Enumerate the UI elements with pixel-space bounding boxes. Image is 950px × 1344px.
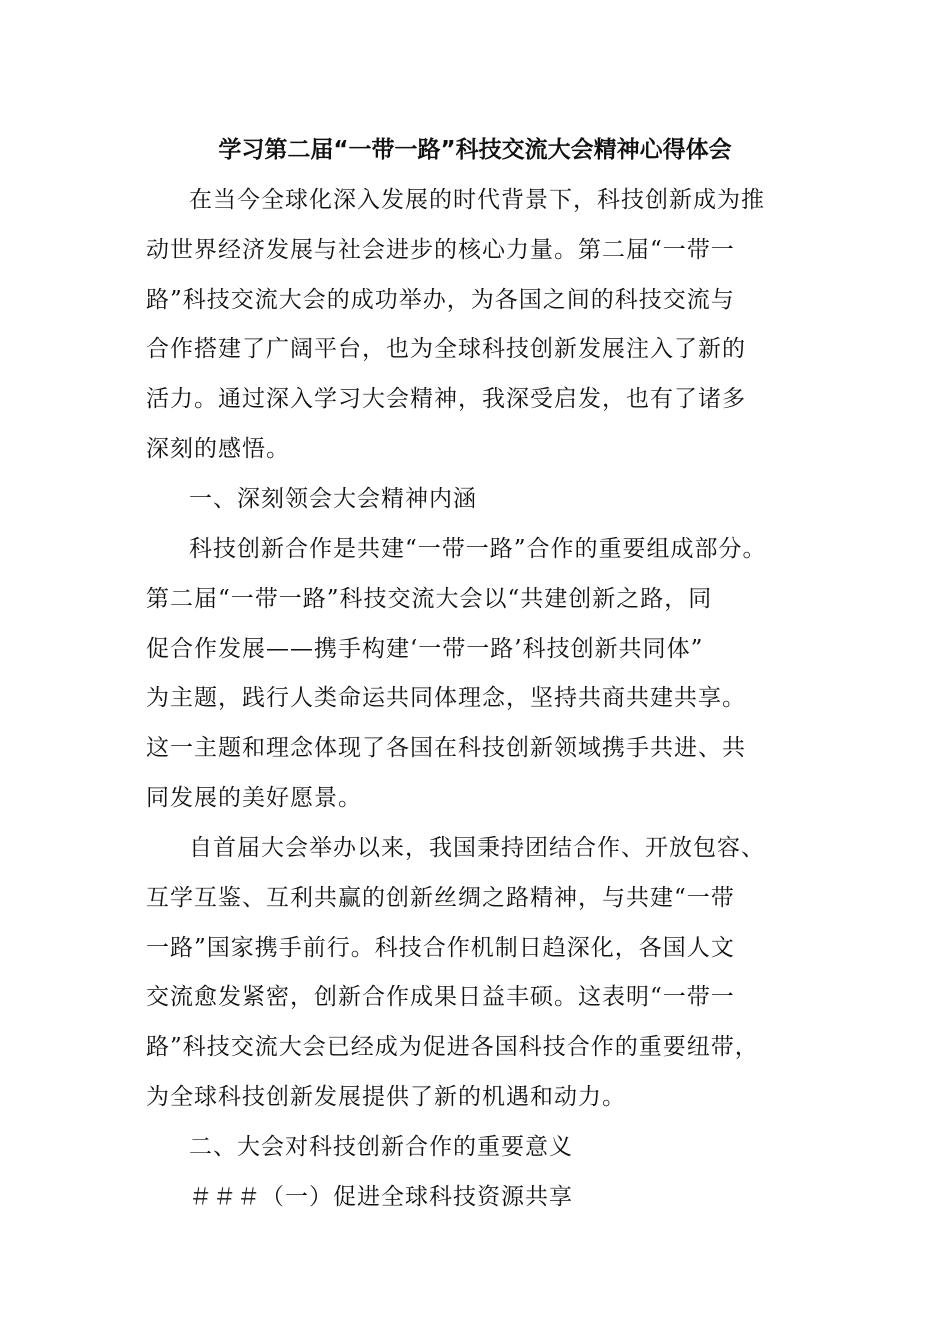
paragraph-1-line-5: 活力。通过深入学习大会精神，我深受启发，也有了诸多 <box>146 386 746 412</box>
section-heading-2: 二、大会对科技创新合作的重要意义 <box>189 1134 573 1160</box>
paragraph-3-line-1: 自首届大会举办以来，我国秉持团结合作、开放包容、 <box>189 835 765 861</box>
paragraph-3-line-4: 交流愈发紧密，创新合作成果日益丰硕。这表明“一带一 <box>146 984 735 1010</box>
paragraph-2-line-4: 为主题，践行人类命运共同体理念，坚持共商共建共享。 <box>146 685 746 711</box>
paragraph-1-line-6: 深刻的感悟。 <box>146 436 290 462</box>
paragraph-2-line-1: 科技创新合作是共建“一带一路”合作的重要组成部分。 <box>189 536 767 562</box>
paragraph-3-line-6: 为全球科技创新发展提供了新的机遇和动力。 <box>146 1084 626 1110</box>
paragraph-1-line-2: 动世界经济发展与社会进步的核心力量。第二届“一带一 <box>146 237 735 263</box>
paragraph-2-line-6: 同发展的美好愿景。 <box>146 785 362 811</box>
paragraph-3-line-3: 一路”国家携手前行。科技合作机制日趋深化，各国人文 <box>146 935 735 961</box>
subsection-heading-1: ＃＃＃（一）促进全球科技资源共享 <box>189 1184 573 1210</box>
section-heading-1: 一、深刻领会大会精神内涵 <box>189 486 477 512</box>
paragraph-3-line-5: 路”科技交流大会已经成为促进各国科技合作的重要纽带， <box>146 1034 759 1060</box>
paragraph-3-line-2: 互学互鉴、互利共赢的创新丝绸之路精神，与共建“一带 <box>146 885 735 911</box>
paragraph-2-line-2: 第二届“一带一路”科技交流大会以“共建创新之路，同 <box>146 586 713 612</box>
paragraph-1-line-1: 在当今全球化深入发展的时代背景下，科技创新成为推 <box>189 187 765 213</box>
paragraph-1-line-3: 路”科技交流大会的成功举办，为各国之间的科技交流与 <box>146 287 735 313</box>
paragraph-2-line-5: 这一主题和理念体现了各国在科技创新领域携手共进、共 <box>146 735 746 761</box>
paragraph-2-line-3: 促合作发展——携手构建‘一带一路’科技创新共同体” <box>146 636 704 662</box>
document-title: 学习第二届“一带一路”科技交流大会精神心得体会 <box>218 137 732 163</box>
paragraph-1-line-4: 合作搭建了广阔平台，也为全球科技创新发展注入了新的 <box>146 336 746 362</box>
